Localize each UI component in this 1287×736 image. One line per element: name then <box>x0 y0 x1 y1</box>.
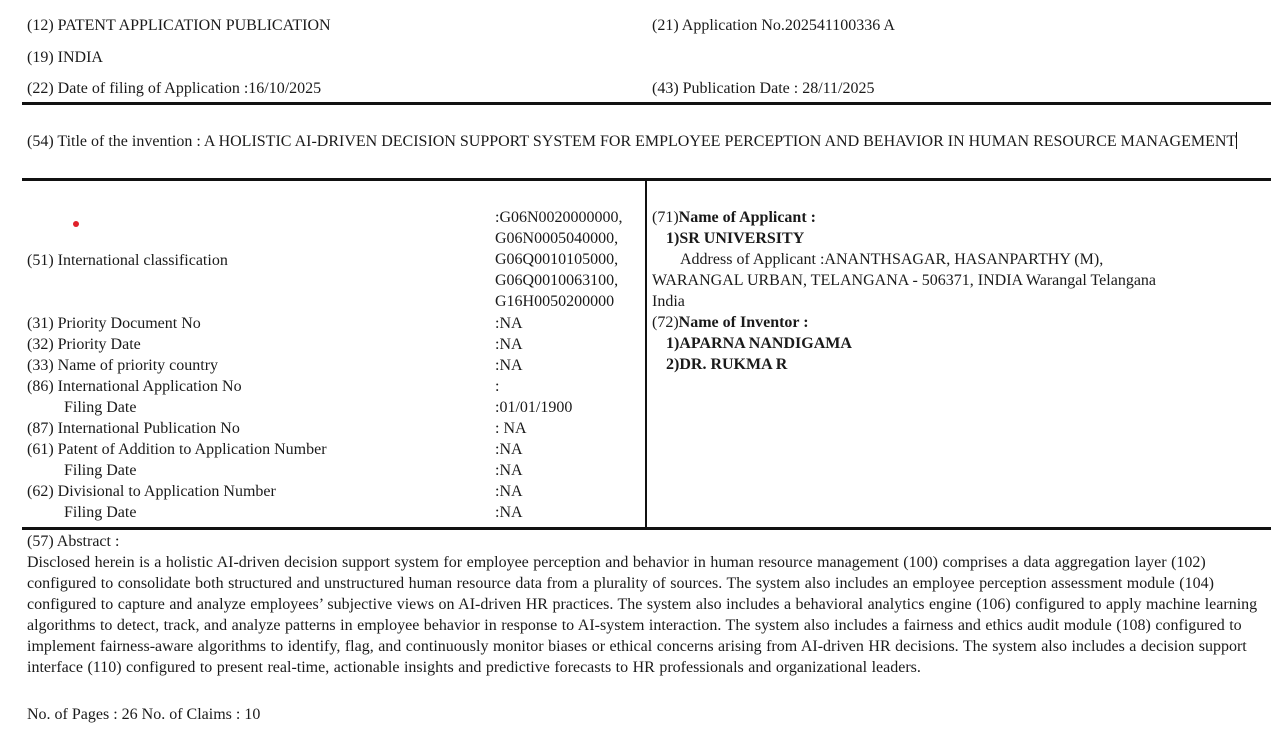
applicant-heading-number: (71) <box>652 209 679 226</box>
invention-title-text: (54) Title of the invention : A HOLISTIC AI-DRIVEN DECISION SUPPORT SYSTEM FOR EMPLOYEE PERCEPTION AND BEHAVIOR IN HUMAN RESOURCE MANAGEMENT <box>27 133 1237 150</box>
inventor-heading-label: Name of Inventor : <box>678 314 809 331</box>
field-value: :NA <box>495 462 523 479</box>
field-label: (32) Priority Date <box>27 336 141 353</box>
red-marker-dot <box>73 221 79 227</box>
field-value: :NA <box>495 441 523 458</box>
abstract-label: (57) Abstract : <box>27 533 120 550</box>
classification-codes <box>495 207 623 312</box>
field-value: :NA <box>495 315 523 332</box>
application-number: (21) Application No.202541100336 A <box>652 17 895 34</box>
field-value: :NA <box>495 483 523 500</box>
filing-date: (22) Date of filing of Application :16/10/2025 <box>27 80 322 97</box>
applicant-inventor-panel <box>652 207 1252 375</box>
field-label: Filing Date <box>64 462 137 479</box>
field-value: : NA <box>495 420 527 437</box>
inventor-heading-number: (72) <box>652 314 679 331</box>
classification-code: G06Q0010105000, <box>495 251 619 268</box>
country: (19) INDIA <box>27 49 103 66</box>
column-divider <box>645 180 647 528</box>
field-label: Filing Date <box>64 399 137 416</box>
header-divider <box>22 102 1271 105</box>
applicant-name: 1)SR UNIVERSITY <box>666 230 805 247</box>
field-value: :NA <box>495 357 523 374</box>
classification-label: (51) International classification <box>27 252 228 269</box>
classification-code: :G06N0020000000, <box>495 209 623 226</box>
pages-and-claims: No. of Pages : 26 No. of Claims : 10 <box>27 706 261 723</box>
applicant-address-line: WARANGAL URBAN, TELANGANA - 506371, INDIA Warangal Telangana <box>652 272 1157 289</box>
field-label: (31) Priority Document No <box>27 315 201 332</box>
field-value: :01/01/1900 <box>495 399 573 416</box>
field-label: (33) Name of priority country <box>27 357 219 374</box>
field-value: : <box>495 378 500 395</box>
field-label: (62) Divisional to Application Number <box>27 483 276 500</box>
applicant-heading-label: Name of Applicant : <box>678 209 816 226</box>
field-label: (61) Patent of Addition to Application Number <box>27 441 327 458</box>
field-label: Filing Date <box>64 504 137 521</box>
applicant-address-line: Address of Applicant :ANANTHSAGAR, HASANPARTHY (M), <box>680 251 1104 268</box>
inventor-heading <box>652 312 1252 333</box>
applicant-address-line: India <box>652 293 685 310</box>
inventor-name: 2)DR. RUKMA R <box>666 356 788 373</box>
classification-code: G06N0005040000, <box>495 230 619 247</box>
field-label: (86) International Application No <box>27 378 242 395</box>
field-label: (87) International Publication No <box>27 420 240 437</box>
publication-date: (43) Publication Date : 28/11/2025 <box>652 80 875 97</box>
applicant-heading <box>652 207 1252 228</box>
table-bottom-divider <box>22 527 1271 530</box>
classification-code: G16H0050200000 <box>495 293 615 310</box>
text-cursor <box>1236 132 1237 149</box>
publication-type: (12) PATENT APPLICATION PUBLICATION <box>27 17 331 34</box>
invention-title <box>27 131 1267 152</box>
classification-code: G06Q0010063100, <box>495 272 619 289</box>
field-value: :NA <box>495 336 523 353</box>
inventor-name: 1)APARNA NANDIGAMA <box>666 335 852 352</box>
abstract-text: Disclosed herein is a holistic AI-driven decision support system for employee perception and behavior in human resource management (100) comprises a data aggregation layer (102) configured to consolidate both structured and unstructured human resource data from a plurality of sources. The system also includes an employee perception assessment module (104) configured to capture and analyze employees’ subjective views on AI-driven HR practices. The system also includes a behavioral analytics engine (106) configured to apply machine learning algorithms to detect, track, and analyze patterns in employee behavior in response to AI-system interaction. The system also includes a fairness and ethics audit module (108) configured to implement fairness-aware algorithms to identify, flag, and continuously monitor biases or ethical concerns arising from AI-driven HR decisions. The system also includes a decision support interface (110) configured to present real-time, actionable insights and predictive forecasts to HR professionals and organizational leaders. <box>27 554 1258 676</box>
field-value: :NA <box>495 504 523 521</box>
